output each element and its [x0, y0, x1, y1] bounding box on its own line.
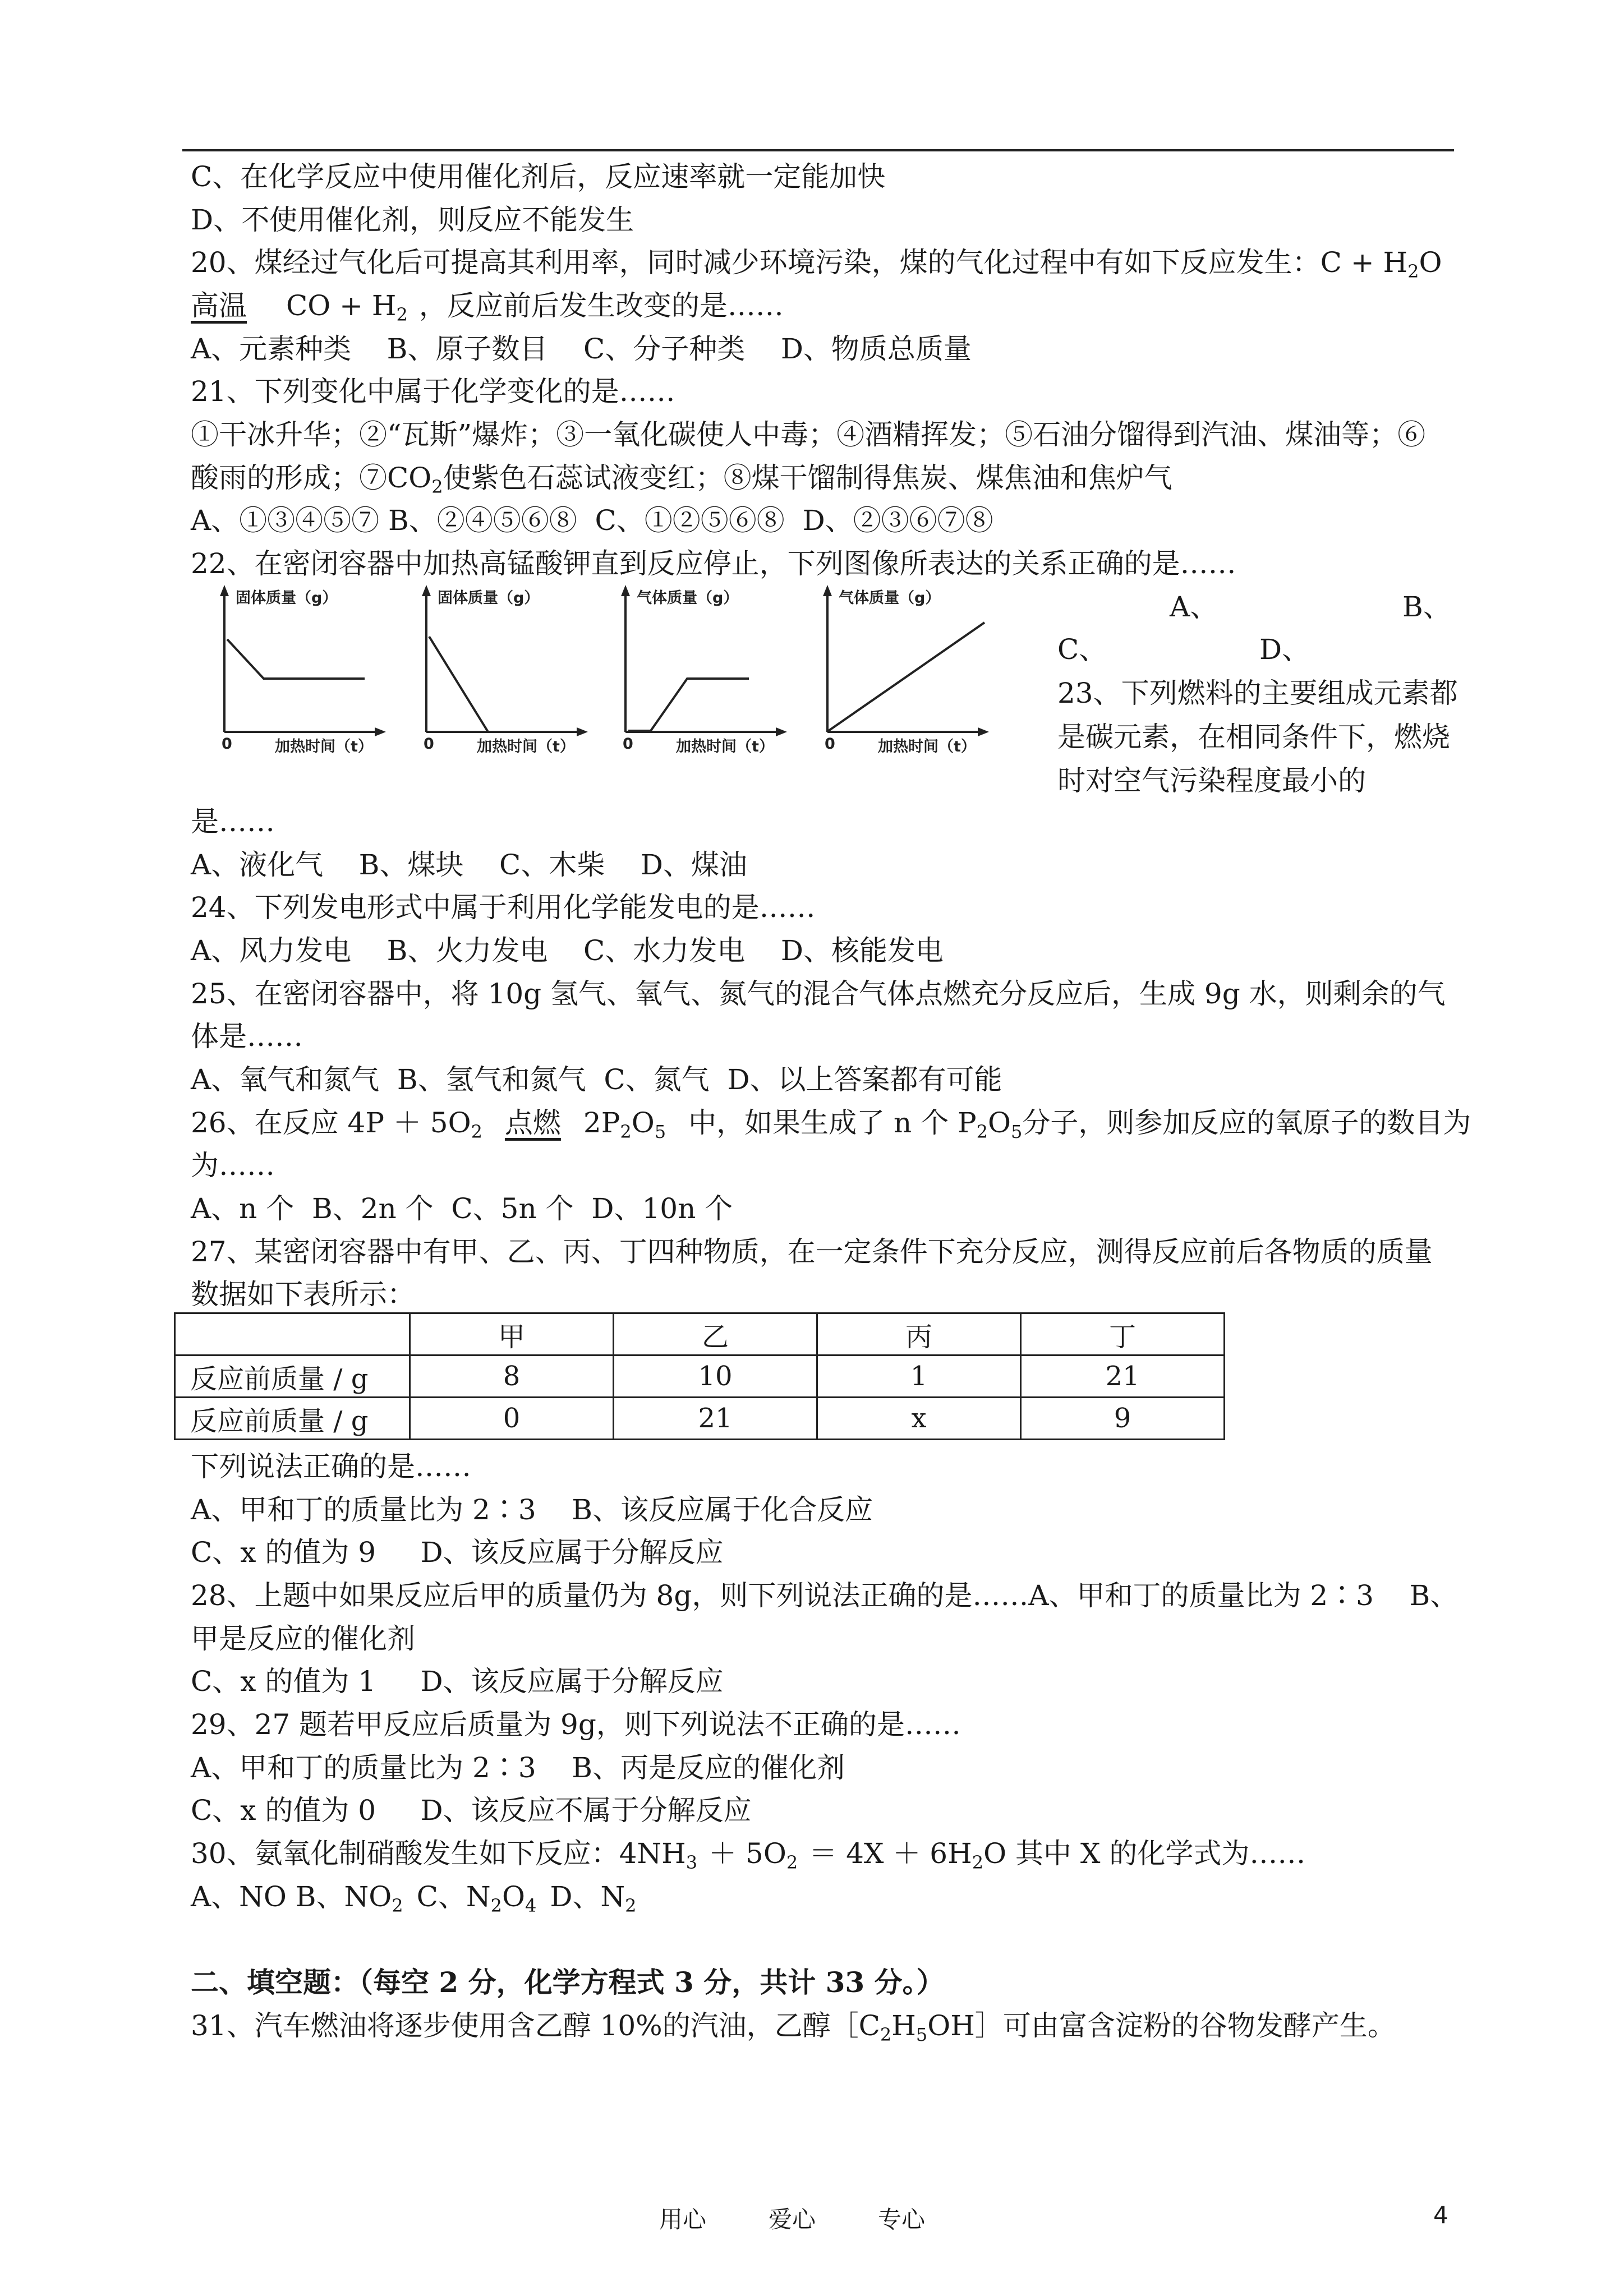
table-cell: 丁 — [1021, 1313, 1225, 1356]
question-25-options: A、氧气和氮气 B、氢气和氮气 C、氮气 D、以上答案都有可能 — [191, 1063, 1002, 1096]
question-25-cont: 体是…… — [191, 1020, 303, 1053]
graph-d-origin: 0 — [825, 735, 835, 753]
q22-option-b: B、 — [1402, 591, 1451, 623]
question-20-equation: 高温 CO + $H_2$ ，反应前后发生改变的是…… — [191, 289, 784, 325]
option-line: C、在化学反应中使用催化剂后，反应速率就一定能加快 — [191, 160, 886, 193]
question-21: 21、下列变化中属于化学变化的是…… — [191, 375, 675, 408]
graph-b-curve — [429, 637, 488, 732]
question-30: 30、氨氧化制硝酸发生如下反应：$4NH_3 + 5O_2 = 4X + 6H_2O$ 其中 X 的化学式为…… — [191, 1837, 1306, 1873]
question-23-end: 是…… — [191, 805, 275, 838]
graph-a — [220, 585, 386, 755]
question-27-cont: 数据如下表所示： — [191, 1278, 415, 1311]
table-row — [175, 1356, 1225, 1398]
footer-text: 用心 — [659, 2206, 707, 2233]
question-21-items: ①干冰升华；②“瓦斯”爆炸；③一氧化碳使人中毒；④酒精挥发；⑤石油分馏得到汽油、煤油等；⑥ — [191, 418, 1426, 451]
question-24: 24、下列发电形式中属于利用化学能发电的是…… — [191, 891, 816, 924]
section-heading: 二、填空题：（每空 2 分，化学方程式 3 分，共计 33 分。） — [191, 1966, 945, 1999]
q22-option-d: D、 — [1259, 633, 1310, 666]
table-cell: 丙 — [817, 1313, 1021, 1356]
table-cell: x — [817, 1398, 1021, 1440]
question-25: 25、在密闭容器中，将 10g 氢气、氧气、氮气的混合气体点燃充分反应后，生成 9g 水，则剩余的气 — [191, 978, 1446, 1010]
table-cell: 甲 — [410, 1313, 614, 1356]
graph-c — [621, 585, 787, 755]
graph-a-origin: 0 — [222, 735, 232, 753]
option-line: D、不使用催化剂，则反应不能发生 — [191, 204, 634, 236]
footer-text: 爱心 — [769, 2206, 816, 2233]
footer-text: 专心 — [878, 2206, 926, 2233]
graph-d-curve — [829, 623, 984, 731]
table-cell: 1 — [817, 1356, 1021, 1398]
header-rule — [182, 149, 1454, 151]
graph-b-origin: 0 — [424, 735, 434, 753]
graph-d-ylabel: 气体质量（g） — [839, 589, 941, 607]
table-cell: 21 — [614, 1398, 817, 1440]
question-28: 28、上题中如果反应后甲的质量仍为 8g，则下列说法正确的是……A、甲和丁的质量比为 2∶3 B、 — [191, 1579, 1459, 1612]
table-cell: 8 — [410, 1356, 614, 1398]
question-24-options: A、风力发电 B、火力发电 C、水力发电 D、核能发电 — [191, 934, 944, 967]
question-30-options: A、NO B、$NO_2$ C、$N_2O_4$ D、$N_2$ — [191, 1880, 637, 1916]
table-cell: 10 — [614, 1356, 817, 1398]
table-cell: 9 — [1021, 1398, 1225, 1440]
table-row — [175, 1398, 1225, 1440]
graph-c-origin: 0 — [623, 735, 633, 753]
question-26: 26、在反应 $4P + 5O_2$ 点燃 $2P_2O_5$ 中，如果生成了 n 个 $P_2O_5$分子，则参加反应的氧原子的数目为 — [191, 1106, 1471, 1142]
graph-d — [823, 585, 989, 755]
question-28-cont: 甲是反应的催化剂 — [191, 1622, 415, 1655]
question-27-options: C、x 的值为 9 D、该反应属于分解反应 — [191, 1536, 724, 1569]
question-22: 22、在密闭容器中加热高锰酸钾直到反应停止，下列图像所表达的关系正确的是…… — [191, 547, 1236, 580]
graph-a-xlabel: 加热时间（t） — [275, 738, 373, 755]
graph-a-ylabel: 固体质量（g） — [236, 589, 338, 607]
question-26-cont: 为…… — [191, 1149, 275, 1182]
question-31: 31、汽车燃油将逐步使用含乙醇 10%的汽油，乙醇$[C_2H_5OH]$可由富含淀粉的谷物发酵产生。 — [191, 2009, 1396, 2045]
graph-c-curve — [628, 679, 749, 731]
graph-b-ylabel: 固体质量（g） — [438, 589, 540, 607]
table-cell: 21 — [1021, 1356, 1225, 1398]
graph-b-xlabel: 加热时间（t） — [477, 738, 575, 755]
question-27: 27、某密闭容器中有甲、乙、丙、丁四种物质，在一定条件下充分反应，测得反应前后各物质的质量 — [191, 1235, 1433, 1268]
reaction-condition: 点燃 — [504, 1106, 561, 1139]
question-21-options: A、①③④⑤⑦ B、②④⑤⑥⑧ C、①②⑤⑥⑧ D、②③⑥⑦⑧ — [191, 504, 993, 537]
graph-d-xlabel: 加热时间（t） — [878, 738, 976, 755]
table-header-row — [175, 1313, 1225, 1356]
table-cell: 0 — [410, 1398, 614, 1440]
table-cell — [175, 1313, 410, 1356]
graph-c-xlabel: 加热时间（t） — [676, 738, 774, 755]
page-number: 4 — [1433, 2201, 1448, 2229]
question-23: 23、下列燃料的主要组成元素都是碳元素，在相同条件下，燃烧时对空气污染程度最小的 — [1057, 677, 1458, 797]
question-29-options: A、甲和丁的质量比为 2∶3 B、丙是反应的催化剂 — [191, 1751, 845, 1784]
question-20: 20、煤经过气化后可提高其利用率，同时减少环境污染，煤的气化过程中有如下反应发生：$C + H_2O$ — [191, 246, 1442, 282]
question-29: 29、27 题若甲反应后质量为 9g，则下列说法不正确的是…… — [191, 1708, 961, 1741]
reaction-condition: 高温 — [191, 289, 247, 322]
question-23-options: A、液化气 B、煤块 C、木柴 D、煤油 — [191, 849, 747, 881]
table-cell: 反应前质量 / g — [175, 1356, 410, 1398]
q22-option-a: A、 — [1170, 591, 1218, 623]
question-28-options: C、x 的值为 1 D、该反应属于分解反应 — [191, 1665, 724, 1698]
question-27-prompt: 下列说法正确的是…… — [191, 1450, 471, 1483]
graph-b — [422, 585, 588, 755]
question-29-options: C、x 的值为 0 D、该反应不属于分解反应 — [191, 1794, 752, 1827]
table-cell: 乙 — [614, 1313, 817, 1356]
question-27-options: A、甲和丁的质量比为 2∶3 B、该反应属于化合反应 — [191, 1493, 873, 1526]
q22-option-c: C、 — [1057, 633, 1107, 666]
table-cell: 反应前质量 / g — [175, 1398, 410, 1440]
question-21-items: 酸雨的形成；$⑦CO_2$使紫色石蕊试液变红；⑧煤干馏制得焦炭、煤焦油和焦炉气 — [191, 462, 1172, 497]
graph-a-curve — [227, 639, 365, 679]
graphs-q22 — [208, 580, 1004, 766]
question-26-options: A、n 个 B、2n 个 C、5n 个 D、10n 个 — [191, 1192, 733, 1225]
graph-c-ylabel: 气体质量（g） — [637, 589, 739, 607]
question-20-options: A、元素种类 B、原子数目 C、分子种类 D、物质总质量 — [191, 333, 972, 365]
mass-table — [174, 1312, 1225, 1440]
